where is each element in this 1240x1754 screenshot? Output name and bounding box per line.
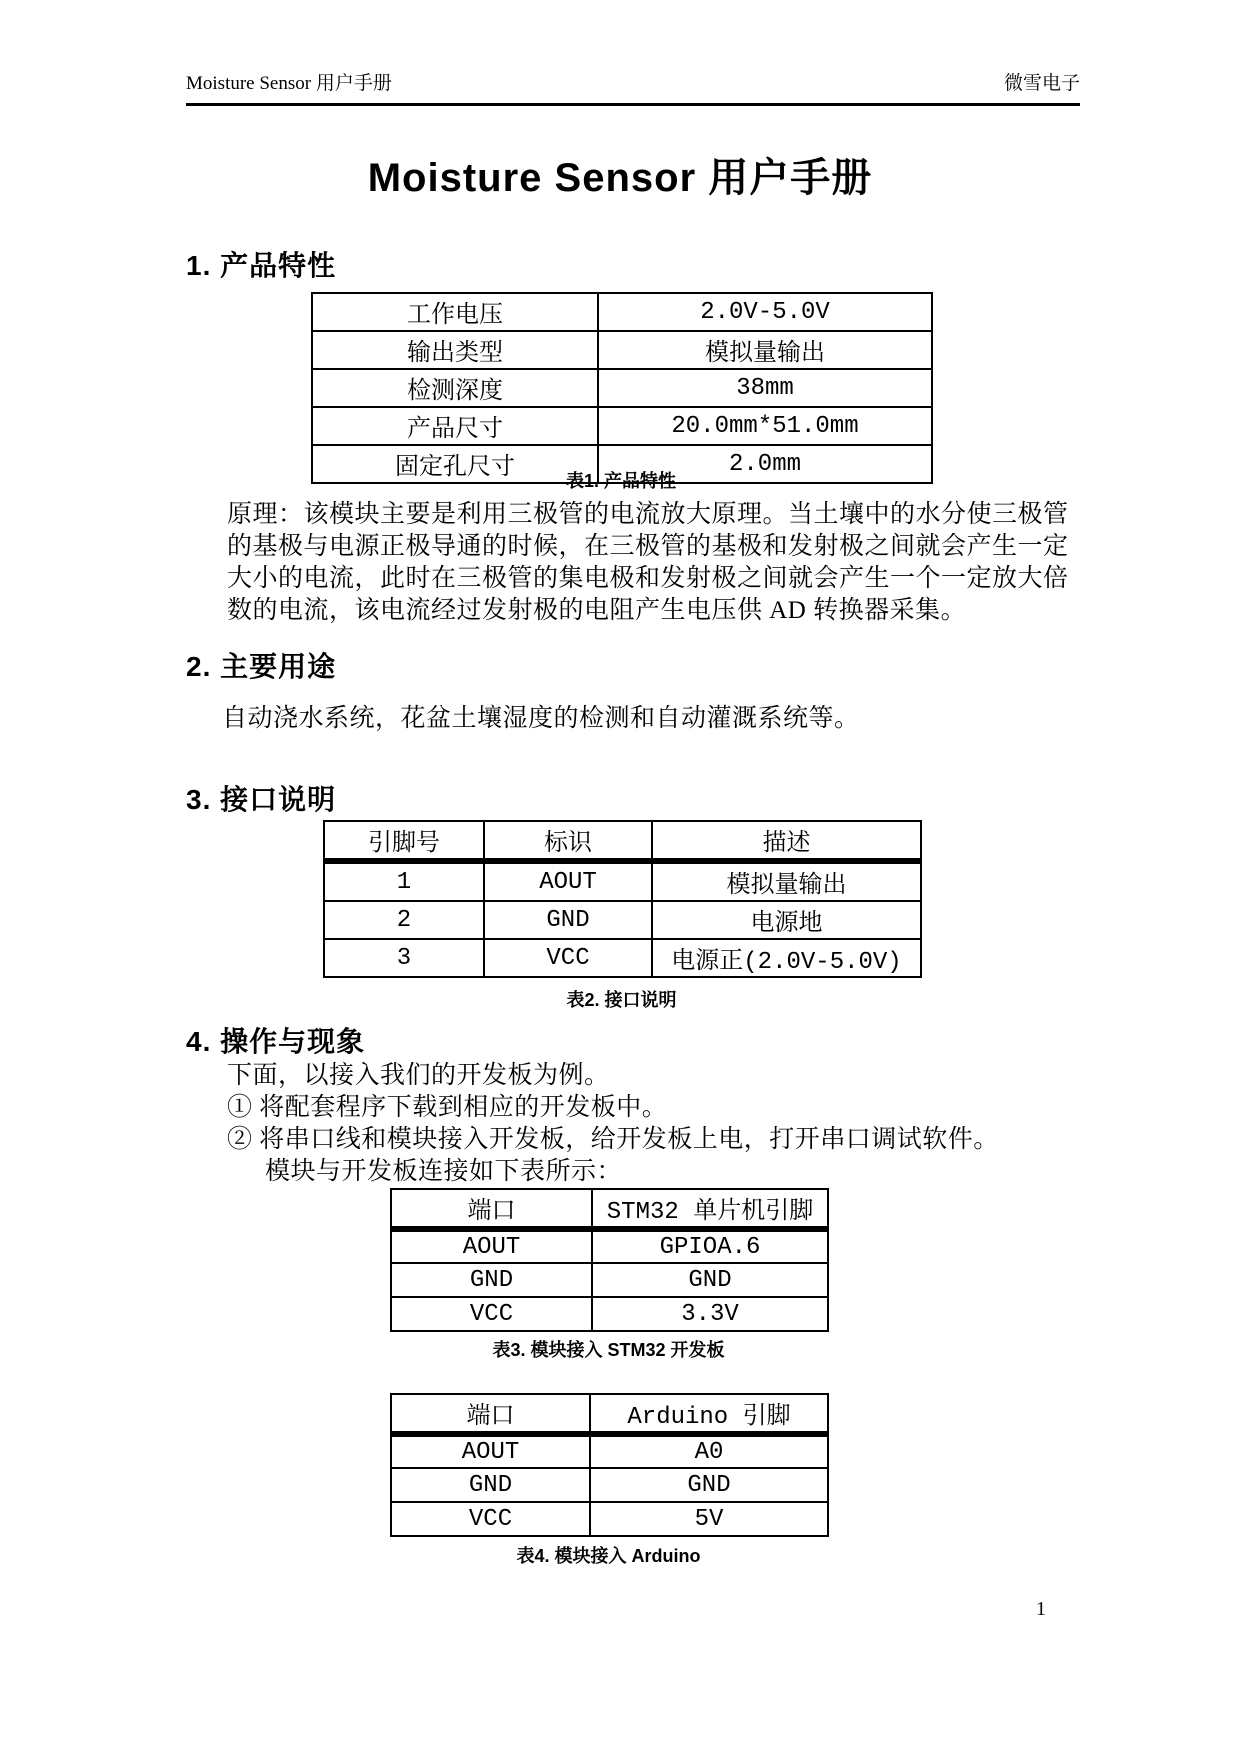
spec-label: 检测深度 [312, 369, 598, 407]
spec-label: 产品尺寸 [312, 407, 598, 445]
operation-note: 模块与开发板连接如下表所示： [265, 1158, 623, 1185]
pin-row [324, 901, 921, 939]
pin-id: GND [484, 901, 652, 939]
spec-row [312, 407, 932, 445]
port-col-header: 端口 [391, 1189, 592, 1229]
page-number: 1 [1036, 1598, 1046, 1620]
stm32-row [391, 1229, 828, 1263]
stm32-pin-col-header: STM32 单片机引脚 [592, 1189, 828, 1229]
paragraph-line: 的基极与电源正极导通的时候，在三极管的基极和发射极之间就会产生一定 [227, 533, 1069, 560]
spec-label: 工作电压 [312, 293, 598, 331]
port-cell: GND [391, 1468, 590, 1502]
spec-value: 2.0mm [598, 445, 932, 483]
paragraph-line: 原理：该模块主要是利用三极管的电流放大原理。当土壤中的水分使三极管 [227, 501, 1069, 528]
page-header [186, 72, 1080, 106]
stm32-row [391, 1263, 828, 1297]
section2-heading: 2. 主要用途 [186, 651, 337, 682]
port-cell: VCC [391, 1297, 592, 1331]
port-cell: AOUT [391, 1434, 590, 1468]
section3-heading: 3. 接口说明 [186, 784, 337, 815]
spec-value: 20.0mm*51.0mm [598, 407, 932, 445]
stm32-table-header-row [391, 1189, 828, 1229]
pin-desc: 模拟量输出 [652, 861, 921, 901]
pin-col-header: 引脚号 [324, 821, 484, 861]
port-cell: GND [391, 1263, 592, 1297]
operation-steps [227, 1060, 1107, 1188]
pin-row [324, 939, 921, 977]
table4-caption: 表4. 模块接入 Arduino [516, 1546, 701, 1566]
arduino-table [390, 1393, 829, 1537]
stm32-pin-cell: GND [592, 1263, 828, 1297]
arduino-pin-cell: GND [590, 1468, 828, 1502]
spec-label: 固定孔尺寸 [312, 445, 598, 483]
principle-paragraph [227, 499, 1087, 627]
arduino-table-header-row [391, 1394, 828, 1434]
spec-label: 输出类型 [312, 331, 598, 369]
spec-value: 38mm [598, 369, 932, 407]
stm32-table [390, 1188, 829, 1332]
pin-table [323, 820, 922, 978]
pin-id: AOUT [484, 861, 652, 901]
spec-value: 2.0V-5.0V [598, 293, 932, 331]
pin-number: 2 [324, 901, 484, 939]
document-title: Moisture Sensor 用户手册 [367, 156, 873, 200]
pin-number: 3 [324, 939, 484, 977]
operation-step: ① 将配套程序下载到相应的开发板中。 [227, 1094, 668, 1121]
pin-table-header-row [324, 821, 921, 861]
spec-row [312, 369, 932, 407]
port-col-header: 端口 [391, 1394, 590, 1434]
stm32-pin-cell: GPIOA.6 [592, 1229, 828, 1263]
table1-caption: 表1. 产品特性 [565, 471, 676, 491]
table2-caption: 表2. 接口说明 [566, 990, 677, 1010]
pin-desc: 电源地 [652, 901, 921, 939]
spec-row [312, 331, 932, 369]
arduino-row [391, 1434, 828, 1468]
header-right-text: 微雪电子 [1003, 73, 1080, 94]
pin-row [324, 861, 921, 901]
paragraph-line: 数的电流，该电流经过发射极的电阻产生电压供 AD 转换器采集。 [227, 597, 967, 624]
pin-col-header: 描述 [652, 821, 921, 861]
arduino-pin-cell: A0 [590, 1434, 828, 1468]
table3-caption: 表3. 模块接入 STM32 开发板 [492, 1340, 725, 1360]
usage-text: 自动浇水系统，花盆土壤湿度的检测和自动灌溉系统等。 [222, 705, 860, 732]
pin-number: 1 [324, 861, 484, 901]
section1-heading: 1. 产品特性 [186, 250, 337, 281]
port-cell: VCC [391, 1502, 590, 1536]
arduino-pin-col-header: Arduino 引脚 [590, 1394, 828, 1434]
spec-table [311, 292, 933, 484]
pin-col-header: 标识 [484, 821, 652, 861]
pin-id: VCC [484, 939, 652, 977]
section4-heading: 4. 操作与现象 [186, 1026, 366, 1057]
header-left-text: Moisture Sensor 用户手册 [186, 73, 392, 94]
spec-value: 模拟量输出 [598, 331, 932, 369]
stm32-row [391, 1297, 828, 1331]
operation-step: ② 将串口线和模块接入开发板，给开发板上电，打开串口调试软件。 [227, 1126, 999, 1153]
operation-intro: 下面，以接入我们的开发板为例。 [227, 1062, 610, 1089]
pin-desc: 电源正(2.0V-5.0V) [652, 939, 921, 977]
paragraph-line: 大小的电流，此时在三极管的集电极和发射极之间就会产生一个一定放大倍 [227, 565, 1069, 592]
stm32-pin-cell: 3.3V [592, 1297, 828, 1331]
arduino-pin-cell: 5V [590, 1502, 828, 1536]
arduino-row [391, 1502, 828, 1536]
spec-row [312, 293, 932, 331]
port-cell: AOUT [391, 1229, 592, 1263]
arduino-row [391, 1468, 828, 1502]
